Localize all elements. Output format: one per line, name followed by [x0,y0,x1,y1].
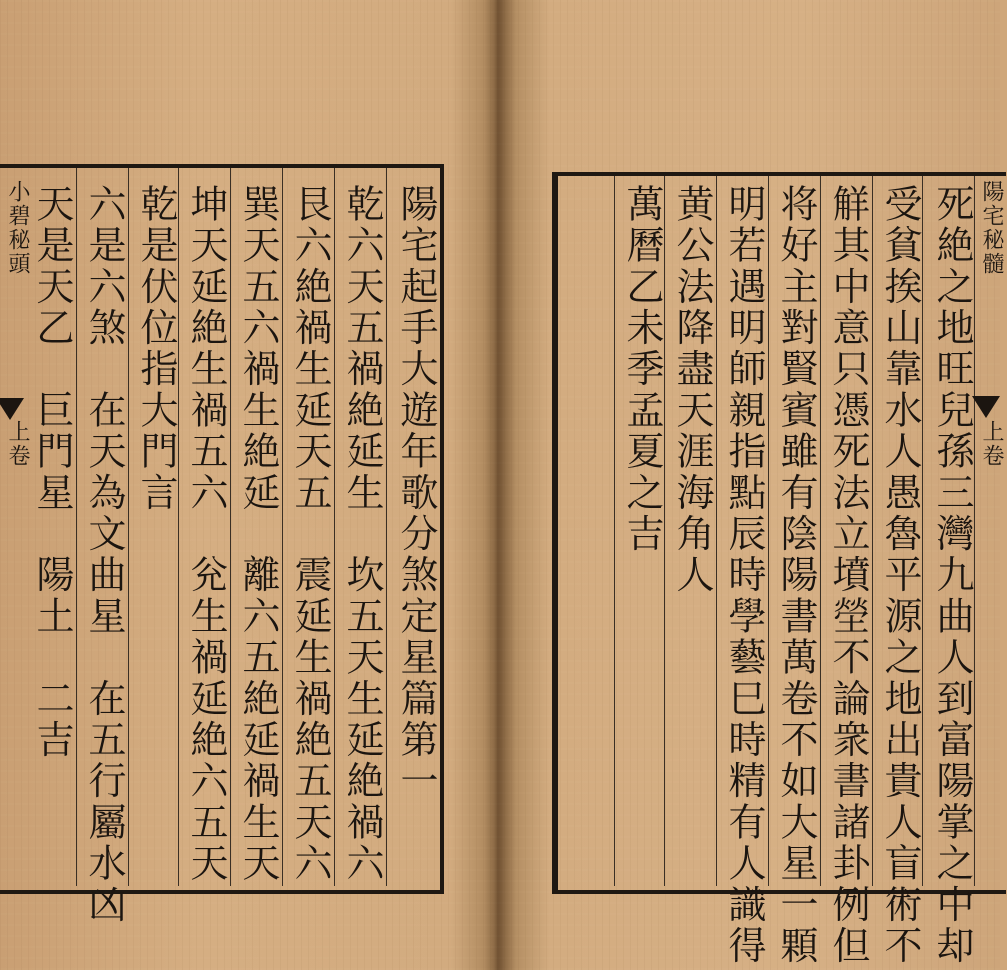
column-rule [768,176,769,886]
column-rule [614,176,615,886]
column-rule [820,176,821,886]
left-column-4: 巽天五六禍生絶延 離六五絶延禍生天 [236,184,280,885]
left-column-6: 乾是伏位指大門言 [134,184,178,514]
right-column-4: 将好主對賢賓雖有陰陽書萬卷不如大星一顆 [774,184,818,967]
right-column-3: 觧其中意只憑死法立墳塋不論衆書諸卦例但 [826,184,870,967]
left-column-7: 六是六煞 在天為文曲星 在五行屬水凶 [82,184,126,926]
left-column-1: 陽宅起手大遊年歌分煞定星篇第一 [394,184,438,802]
right-margin-volume: 上卷 [979,420,1004,468]
right-column-7: 萬曆乙未季孟夏之吉 [620,184,664,555]
right-column-1: 死絶之地旺兒孫三灣九曲人到富陽掌之中却 [930,184,974,967]
right-column-6: 黄公法降盡天涯海角人 [670,184,714,596]
column-rule [334,168,335,886]
left-margin-volume: 上卷 [5,420,30,468]
right-margin-title: 陽宅秘髓 [979,180,1004,276]
right-column-5: 明若遇明師親指點辰時學藝巳時精有人識得 [722,184,766,967]
column-rule [282,168,283,886]
column-rule [716,176,717,886]
column-rule [128,168,129,886]
left-column-8: 天是天乙 巨門星 陽土 二吉 [30,184,74,761]
column-rule [230,168,231,886]
fishtail-mark [0,398,24,420]
fishtail-mark [972,396,1000,418]
right-column-2: 受貧挨山靠水人愚魯平源之地出貴人盲術不 [878,184,922,967]
left-column-3: 艮六絶禍生延天五 震延生禍絶五天六 [288,184,332,885]
column-rule [76,168,77,886]
left-column-2: 乾六天五禍絶延生 坎五天生延絶禍六 [340,184,384,885]
left-column-5: 坤天延絶生禍五六 兊生禍延絶六五天 [184,184,228,885]
column-rule [386,168,387,886]
book-gutter [484,0,516,970]
column-rule [872,176,873,886]
left-margin-title: 小碧秘頭 [5,180,30,276]
